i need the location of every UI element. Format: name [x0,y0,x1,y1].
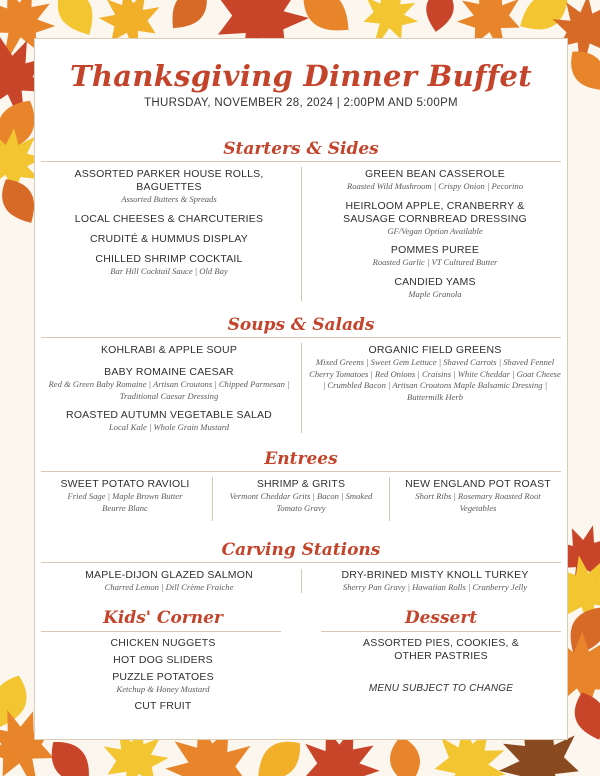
section-heading-entrees: Entrees [264,449,338,469]
menu-item: CHICKEN NUGGETS [110,637,216,649]
menu-item: DRY-BRINED MISTY KNOLL TURKEY Sherry Pan Gravy | Hawaiian Rolls | Cranberry Jelly [341,569,529,592]
divider [41,631,281,632]
divider [321,631,561,632]
carving-left-column [41,569,297,601]
starters-right-column [307,168,563,307]
menu-item: LOCAL CHEESES & CHARCUTERIES [74,212,264,225]
soups-left-column [41,344,297,441]
section-heading-carving: Carving Stations [221,540,381,560]
menu-item: ORGANIC FIELD GREENS Mixed Greens | Sweet Gem Lettuce | Shaved Carrots | Shaved Fennel Cherry Tomatoes | Red Onions | Craisins | White Cheddar | Goat Cheese | Crumbled Bacon | Artisan Croutons Maple Balsamic Dressing | Buttermilk Herb [309,344,561,402]
entree-column [217,478,385,521]
entree-column [395,478,561,521]
menu-item: ROASTED AUTUMN VEGETABLE SALAD Local Kale | Whole Grain Mustard [66,409,272,432]
starters-left-column [41,168,297,284]
menu-item: POMMES PUREE Roasted Garlic | VT Cultured Butter [372,244,498,267]
page-title: Thanksgiving Dinner Buffet [70,59,532,93]
section-heading-dessert: Dessert [404,608,478,628]
menu-disclaimer: MENU SUBJECT TO CHANGE [368,683,514,694]
event-date: THURSDAY, NOVEMBER 28, 2024 | 2:00PM AND 5:00PM [144,97,458,109]
menu-item: ASSORTED PIES, COOKIES, & OTHER PASTRIES [363,637,519,662]
menu-item: SHRIMP & GRITS Vermont Cheddar Grits | Bacon | Smoked Tomato Gravy [229,478,373,513]
section-heading-starters: Starters & Sides [223,139,379,159]
menu-item: MAPLE-DIJON GLAZED SALMON Charred Lemon | Dill Crème Fraiche [85,569,253,592]
menu-item: HOT DOG SLIDERS [113,654,213,666]
menu-item: SWEET POTATO RAVIOLI Fried Sage | Maple Brown Butter Beurre Blanc [60,478,190,513]
column-divider [212,477,213,521]
section-heading-soups: Soups & Salads [227,315,375,335]
menu-item: CRUDITÉ & HUMMUS DISPLAY [89,232,249,245]
menu-item: GREEN BEAN CASSEROLE Roasted Wild Mushroom | Crispy Onion | Pecorino [346,168,524,191]
menu-item: BABY ROMAINE CAESAR Red & Green Baby Romaine | Artisan Croutons | Chipped Parmesan | Traditional Caesar Dressing [48,366,290,401]
carving-right-column [307,569,563,601]
menu-item: ASSORTED PARKER HOUSE ROLLS, BAGUETTES Assorted Butters & Spreads [74,168,264,204]
column-divider [301,167,302,301]
menu-item: CANDIED YAMS Maple Granola [394,275,476,299]
menu-item: PUZZLE POTATOES Ketchup & Honey Mustard [112,671,214,694]
dessert-column [319,637,563,694]
divider [41,562,561,563]
divider [41,471,561,472]
menu-card [34,38,568,740]
column-divider [389,477,390,521]
menu-item: KOHLRABI & APPLE SOUP [100,344,238,356]
menu-item: NEW ENGLAND POT ROAST Short Ribs | Rosemary Roasted Root Vegetables [405,478,551,513]
divider [41,161,561,162]
column-divider [301,343,302,433]
menu-item: HEIRLOOM APPLE, CRANBERRY & SAUSAGE CORNBREAD DRESSING GF/Vegan Option Available [343,199,527,236]
section-heading-kids: Kids' Corner [103,608,223,628]
soups-right-column [307,344,563,410]
menu-item: CUT FRUIT [134,699,192,712]
kids-column [41,637,285,720]
column-divider [301,569,302,593]
menu-item: CHILLED SHRIMP COCKTAIL Bar Hill Cocktail Sauce | Old Bay [95,252,243,276]
entree-column [43,478,207,521]
divider [41,337,561,338]
